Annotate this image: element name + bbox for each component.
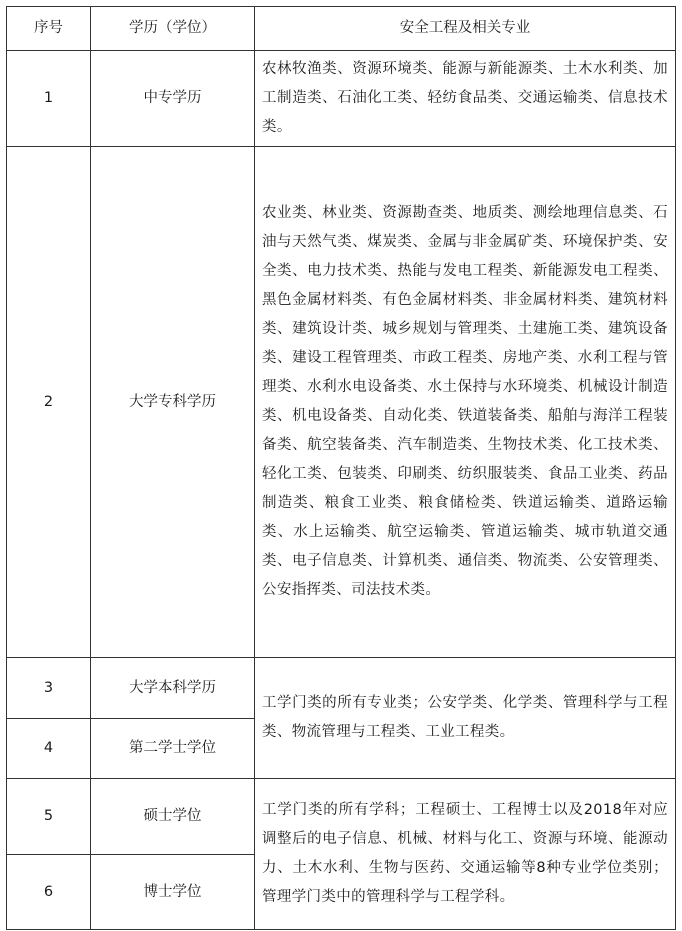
- header-row: [7, 7, 676, 51]
- table-row: [7, 658, 676, 719]
- table-row: [7, 779, 676, 855]
- row-majors: 农林牧渔类、资源环境类、能源与新能源类、土木水利类、加工制造类、石油化工类、轻纺食品类、交通运输类、信息技术类。: [255, 51, 676, 147]
- row-majors: 工学门类的所有学科；工程硕士、工程博士以及2018年对应调整后的电子信息、机械、材料与化工、资源与环境、能源动力、土木水利、生物与医药、交通运输等8种专业学位类别；管理学门类中的管理科学与工程学科。: [255, 779, 676, 930]
- header-degree: 学历（学位）: [91, 7, 255, 51]
- table-row: [7, 51, 676, 147]
- row-no: 5: [7, 779, 91, 855]
- row-majors: 工学门类的所有专业类；公安学类、化学类、管理科学与工程类、物流管理与工程类、工业工程类。: [255, 658, 676, 779]
- row-no: 3: [7, 658, 91, 719]
- header-majors: 安全工程及相关专业: [255, 7, 676, 51]
- row-degree: 大学本科学历: [91, 658, 255, 719]
- row-majors: 农业类、林业类、资源勘查类、地质类、测绘地理信息类、石油与天然气类、煤炭类、金属与非金属矿类、环境保护类、安全类、电力技术类、热能与发电工程类、新能源发电工程类、黑色金属材料类、有色金属材料类、非金属材料类、建筑材料类、建筑设计类、城乡规划与管理类、土建施工类、建筑设备类、建设工程管理类、市政工程类、房地产类、水利工程与管理类、水利水电设备类、水土保持与水环境类、机械设计制造类、机电设备类、自动化类、铁道装备类、船舶与海洋工程装备类、航空装备类、汽车制造类、生物技术类、化工技术类、轻化工类、包装类、印刷类、纺织服装类、食品工业类、药品制造类、粮食工业类、粮食储检类、铁道运输类、道路运输类、水上运输类、航空运输类、管道运输类、城市轨道交通类、电子信息类、计算机类、通信类、物流类、公安管理类、公安指挥类、司法技术类。: [255, 147, 676, 658]
- row-degree: 博士学位: [91, 855, 255, 930]
- row-no: 2: [7, 147, 91, 658]
- table-row: [7, 147, 676, 658]
- row-no: 4: [7, 719, 91, 779]
- row-no: 1: [7, 51, 91, 147]
- row-degree: 大学专科学历: [91, 147, 255, 658]
- row-degree: 中专学历: [91, 51, 255, 147]
- row-no: 6: [7, 855, 91, 930]
- row-degree: 硕士学位: [91, 779, 255, 855]
- majors-table: [6, 6, 676, 930]
- row-degree: 第二学士学位: [91, 719, 255, 779]
- header-no: 序号: [7, 7, 91, 51]
